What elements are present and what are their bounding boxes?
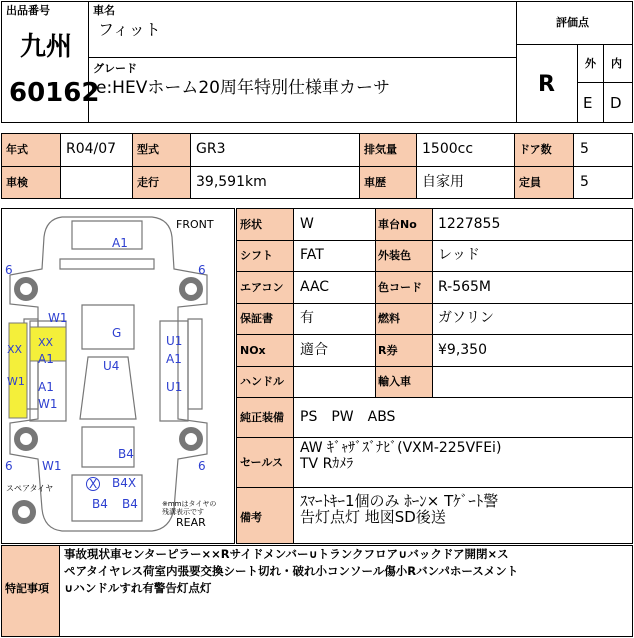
- special-line-2: ペアタイヤレス荷室内張要交換シート切れ・破れ小コンソール傷小Rバンパホースメント: [64, 564, 519, 578]
- color-code-label: 色コード: [378, 281, 422, 294]
- remarks-label: 備考: [240, 511, 262, 524]
- special-line-1: 事故現状車センターピラー××Rサイドメンバー∪トランクフロア∪バックドア開閉×ス: [64, 547, 509, 561]
- mark-w1-rear-door: W1: [38, 397, 58, 411]
- mark-w1-side: W1: [7, 375, 25, 388]
- region: 九州: [20, 32, 73, 62]
- equip: PS PW ABS: [300, 409, 396, 425]
- remarks-line-1: ｽﾏｰﾄｷｰ1個のみ ﾎｰﾝ× Tｹﾞｰﾄ警: [300, 492, 499, 510]
- mark-w1-left-rear: W1: [42, 459, 62, 473]
- mark-b4-trunk: B4: [118, 447, 134, 461]
- warranty-label: 保証書: [240, 312, 273, 325]
- tire-fr: 6: [198, 263, 206, 277]
- grade: e:HEVホーム20周年特別仕様車カーサ: [96, 78, 390, 98]
- eval-label: 評価点: [556, 16, 589, 29]
- mark-a1-door: A1: [38, 352, 54, 366]
- grade-label: グレード: [93, 62, 137, 75]
- exterior-grade: E: [583, 94, 593, 112]
- mark-a1-right: A1: [166, 352, 182, 366]
- rear-label: REAR: [176, 516, 206, 529]
- mark-b4-right: B4: [122, 497, 138, 511]
- front-label: FRONT: [176, 218, 214, 231]
- special-line-3: ∪ハンドルすれ有警告灯点灯: [64, 581, 212, 595]
- mark-xx-door: XX: [38, 336, 54, 349]
- spare-label: スペアタイヤ: [6, 484, 54, 493]
- color-code: R-565M: [438, 279, 492, 295]
- tire-rl: 6: [5, 459, 13, 473]
- ac: AAC: [300, 279, 330, 295]
- capacity-label: 定員: [519, 176, 541, 189]
- mark-b4-left: B4: [92, 497, 108, 511]
- nox-label: NOx: [240, 344, 266, 357]
- year-label: 年式: [6, 143, 28, 156]
- mileage-label: 走行: [137, 176, 159, 189]
- sales-label: セールス: [240, 456, 284, 469]
- mileage: 39,591km: [196, 174, 267, 190]
- fuel-label: 燃料: [378, 312, 400, 325]
- inspection-label: 車検: [6, 176, 28, 189]
- model: GR3: [196, 141, 226, 157]
- special-label: 特記事項: [5, 582, 49, 595]
- name-label: 車名: [93, 4, 115, 17]
- import-label: 輸入車: [378, 375, 411, 388]
- remarks-line-2: 告灯点灯 地図SD後送: [300, 508, 446, 526]
- mark-u1-right-rear: U1: [166, 380, 183, 394]
- doors-label: ドア数: [519, 143, 552, 156]
- year: R04/07: [66, 141, 117, 157]
- shift: FAT: [300, 247, 324, 263]
- exterior-label: 外: [585, 57, 596, 70]
- doors: 5: [580, 141, 589, 157]
- equip-label: 純正装備: [240, 411, 284, 424]
- handle-label: ハンドル: [240, 375, 284, 388]
- mark-a1-rear-door: A1: [38, 380, 54, 394]
- sales-line-2: TV Rｶﾒﾗ: [300, 456, 354, 472]
- recycle: ¥9,350: [438, 342, 487, 358]
- color: レッド: [438, 247, 480, 263]
- fuel: ガソリン: [438, 310, 494, 326]
- mark-a1-top: A1: [112, 236, 128, 250]
- lot-label: 出品番号: [6, 4, 50, 17]
- warranty: 有: [300, 310, 314, 326]
- shape-label: 形状: [240, 218, 262, 231]
- mark-b4x: B4X: [112, 476, 137, 490]
- color-label: 外装色: [378, 249, 411, 262]
- history-label: 車歴: [364, 176, 386, 189]
- history: 自家用: [422, 174, 464, 190]
- nox: 適合: [300, 342, 328, 358]
- mark-x-rear: X: [86, 477, 100, 491]
- interior-label: 内: [611, 57, 622, 70]
- recycle-label: R券: [378, 344, 398, 357]
- mark-g-hood: G: [112, 326, 122, 340]
- lot-number: 60162: [9, 78, 100, 108]
- displacement: 1500cc: [422, 141, 474, 157]
- chassis: 1227855: [438, 216, 501, 232]
- ac-label: エアコン: [240, 281, 284, 294]
- mark-xx-left: XX: [7, 343, 23, 356]
- car-name: フィット: [98, 20, 161, 39]
- shift-label: シフト: [240, 249, 273, 262]
- shape: W: [300, 216, 314, 232]
- capacity: 5: [580, 174, 589, 190]
- mark-w1-fender: W1: [48, 311, 68, 325]
- mark-u4-roof: U4: [103, 359, 120, 373]
- tire-rr: 6: [198, 459, 206, 473]
- model-label: 型式: [137, 143, 159, 156]
- displacement-label: 排気量: [364, 143, 397, 156]
- tread-note: ※mmはタイヤの 残溝表示です: [162, 500, 217, 517]
- interior-grade: D: [610, 94, 622, 112]
- mark-u1-right-front: U1: [166, 334, 183, 348]
- tire-fl: 6: [5, 263, 13, 277]
- chassis-label: 車台No: [378, 218, 417, 231]
- score: R: [538, 72, 555, 97]
- sales-line-1: AW ｷﾞｬｻﾞｽﾞﾅﾋﾞ(VXM-225VFEi): [300, 440, 502, 456]
